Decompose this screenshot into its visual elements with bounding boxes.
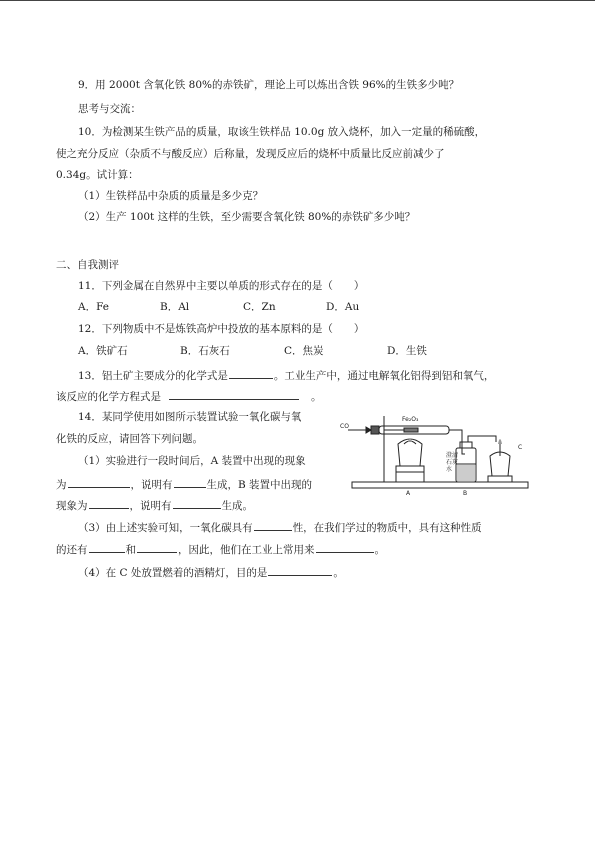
question-11-option-d[interactable]: D．Au [326,301,360,313]
question-13-text-a: 13．铝土矿主要成分的化学式是 [78,370,228,382]
question-11-option-a[interactable]: A．Fe [78,301,110,313]
question-14-part1-line2 [56,476,312,492]
question-13-line1 [78,367,494,383]
iron-oxide-sample [404,428,418,432]
question-10-line1: 10．为检测某生铁产品的质量，取该生铁样品 10.0g 放入烧杯，加入一定量的稀硫酸， [78,126,486,138]
diagram-label-fe2o3: Fe₂O₃ [402,416,419,423]
section-2-heading: 二、自我测评 [56,259,119,271]
answer-blank-b-product[interactable] [173,497,221,509]
flame-c [498,439,502,444]
question-13-line2 [56,388,322,404]
question-13-text-b: 。工业生产中，通过电解氧化铝得到铝和氧气， [273,370,495,382]
diagram-label-limewater: 澄清石灰水 [446,452,459,473]
question-10-sub2: （2）生产 100t 这样的生铁，至少需要含氧化铁 80%的赤铁矿多少吨？ [78,211,416,223]
q14-p1-text-f: 生成。 [221,500,253,512]
burner-c-base [488,476,512,482]
answer-blank-a-product[interactable] [174,476,206,488]
q14-p1-text-e: ，说明有 [129,500,172,512]
question-12-option-b[interactable]: B．石灰石 [180,345,230,357]
q14-p3-text-a: （3）由上述实验可知，一氧化碳具有 [78,522,253,534]
diagram-label-a: A [406,490,411,497]
burner-a-base [396,466,424,482]
answer-blank-substance-1[interactable] [89,541,125,553]
question-11-option-c[interactable]: C．Zn [243,301,276,313]
question-11-option-b[interactable]: B．Al [160,301,190,313]
question-11-stem: 11．下列金属在自然界中主要以单质的形式存在的是（ ） [78,280,365,292]
question-14-line1: 14．某同学使用如图所示装置试验一氧化碳与氧 [78,411,302,423]
connecting-tube-bc [468,436,496,442]
q14-p3-text-f: 。 [374,544,385,556]
q14-p3-text-b: 性，在我们学过的物质中，具有这种性质 [292,522,482,534]
diagram-label-b: B [463,490,468,497]
question-10-line2: 使之充分反应（杂质不与酸反应）后称量，发现反应后的烧杯中质量比反应前减少了 [56,148,445,160]
question-12-option-a[interactable]: A．铁矿石 [78,345,128,357]
q14-p4-text-b: 。 [333,567,344,579]
answer-blank-property[interactable] [254,519,292,531]
apparatus-drawing [338,408,534,502]
answer-blank-a-phenomenon[interactable] [68,476,130,488]
answer-blank-purpose[interactable] [268,564,332,576]
q14-p4-text-a: （4）在 C 处放置燃着的酒精灯，目的是 [78,567,268,579]
answer-blank-usage[interactable] [316,541,374,553]
question-12-stem: 12．下列物质中不是炼铁高炉中投放的基本原料的是（ ） [78,323,365,335]
page-top-border [0,0,595,1]
q14-p3-text-e: ，因此，他们在工业上常用来 [178,544,315,556]
question-14-part4-line1 [78,564,344,580]
answer-blank-equation[interactable] [169,388,299,400]
q14-p1-text-a: 为 [56,479,67,491]
question-14-part3-line2 [56,541,385,557]
question-14-part1-line3 [56,497,253,513]
question-14-part1-line1: （1）实验进行一段时间后，A 装置中出现的现象 [78,455,306,467]
question-12-option-d[interactable]: D．生铁 [387,345,427,357]
question-14-part3-line1 [78,519,482,535]
co-inlet-arrow [366,427,371,433]
answer-blank-formula[interactable] [229,367,273,379]
question-9: 9．用 2000t 含氧化铁 80%的赤铁矿，理论上可以炼出含铁 96%的生铁多少吨？ [78,79,460,91]
think-heading: 思考与交流： [78,103,141,115]
apparatus-base [352,482,528,488]
co-reduction-apparatus-diagram [338,408,534,502]
diagram-label-c: C [518,444,523,451]
answer-blank-b-phenomenon[interactable] [89,497,129,509]
q14-p3-text-c: 的还有 [56,544,88,556]
alcohol-burner-a [398,439,422,466]
q14-p1-text-c: 生成，B 装置中出现的 [206,479,313,491]
answer-blank-substance-2[interactable] [137,541,177,553]
q14-p3-text-d: 和 [125,544,136,556]
question-13-text-c: 该反应的化学方程式是 [56,391,161,403]
question-13-text-d: 。 [311,391,322,403]
question-10-sub1: （1）生铁样品中杂质的质量是多少克？ [78,190,264,202]
question-14-line2: 化铁的反应，请回答下列问题。 [56,433,203,445]
diagram-label-co: CO [340,423,349,430]
q14-p1-text-d: 现象为 [56,500,88,512]
question-10-line3: 0.34g。试计算： [56,169,139,181]
question-12-option-c[interactable]: C．焦炭 [284,345,324,357]
q14-p1-text-b: ，说明有 [130,479,173,491]
tube-stopper [371,426,379,434]
